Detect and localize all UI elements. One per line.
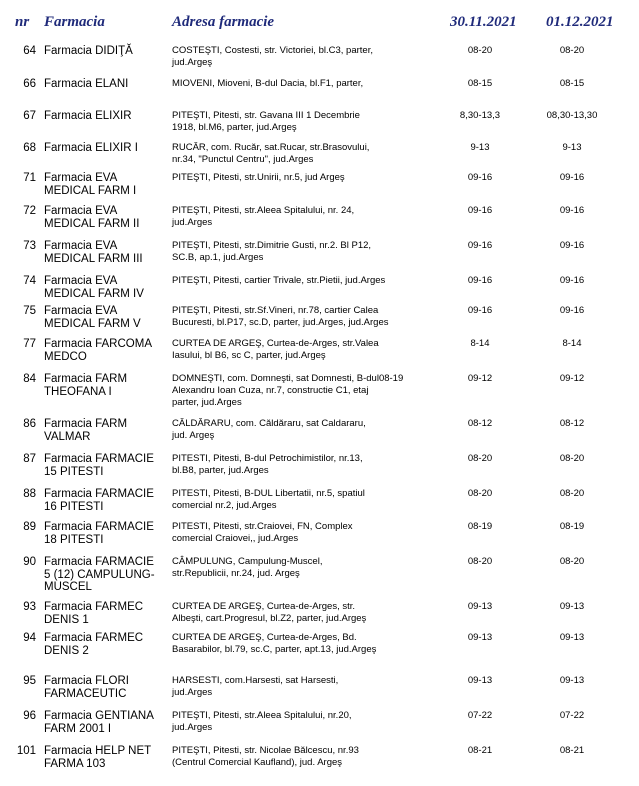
column-header-nr: nr: [15, 14, 30, 30]
schedule-date-2: 09-13: [559, 675, 585, 686]
pharmacy-address: PITESTI, Pitesti, B-dul Petrochimistilor, nr.13, bl.B8, parter, jud.Arges: [172, 453, 363, 476]
schedule-date-2: 09-13: [559, 601, 585, 612]
schedule-date-2: 09-16: [559, 275, 585, 286]
pharmacy-name: Farmacia FARMACIE 15 PITESTI: [44, 453, 154, 478]
pharmacy-name: Farmacia EVA MEDICAL FARM IV: [44, 275, 144, 300]
row-number: 96: [23, 710, 36, 722]
pharmacy-address: PITESTI, Pitesti, B-DUL Libertatii, nr.5, spatiul comercial nr.2, jud.Arges: [172, 488, 365, 511]
row-number: 67: [23, 110, 36, 122]
pharmacy-address: DOMNEŞTI, com. Domneşti, sat Domnesti, B-dul08-19 Alexandru Ioan Cuza, nr.7, constructie C1, etaj parter, jud.Arges: [172, 373, 404, 408]
schedule-date-2: 09-16: [559, 205, 585, 216]
pharmacy-address: PITEŞTI, Pitesti, str.Unirii, nr.5, jud Argeş: [172, 172, 345, 183]
schedule-date-2: 9-13: [562, 142, 582, 153]
pharmacy-name: Farmacia EVA MEDICAL FARM V: [44, 305, 141, 330]
schedule-date-1: 09-16: [467, 205, 493, 216]
pharmacy-address: CURTEA DE ARGEŞ, Curtea-de-Arges, str. Albeşti, cart.Progresul, bl.Z2, parter, jud.Argeş: [172, 601, 367, 624]
schedule-date-2: 08-20: [559, 45, 585, 56]
pharmacy-name: Farmacia HELP NET FARMA 103: [44, 745, 152, 770]
schedule-date-1: 09-13: [467, 675, 493, 686]
pharmacy-name: Farmacia FARM VALMAR: [44, 418, 128, 443]
schedule-date-1: 08-21: [467, 745, 493, 756]
row-number: 94: [23, 632, 36, 644]
pharmacy-address: PITEŞTI, Pitesti, str.Aleea Spitalului, nr.20, jud.Arges: [172, 710, 352, 733]
row-number: 74: [23, 275, 36, 287]
pharmacy-address: COSTEŞTI, Costesti, str. Victoriei, bl.C3, parter, jud.Argeş: [172, 45, 373, 68]
schedule-date-2: 07-22: [559, 710, 585, 721]
schedule-date-2: 09-12: [559, 373, 585, 384]
schedule-date-2: 08-21: [559, 745, 585, 756]
schedule-date-1: 08-20: [467, 453, 493, 464]
pharmacy-address: MIOVENI, Mioveni, B-dul Dacia, bl.F1, parter,: [172, 78, 364, 89]
pharmacy-address: PITEŞTI, Pitesti, cartier Trivale, str.Pietii, jud.Arges: [172, 275, 386, 286]
column-header-address: Adresa farmacie: [172, 14, 275, 30]
schedule-date-1: 8-14: [470, 338, 490, 349]
schedule-date-1: 09-13: [467, 632, 493, 643]
pharmacy-address: CURTEA DE ARGEŞ, Curtea-de-Arges, Bd. Basarabilor, bl.79, sc.C, parter, apt.13, jud.Argeş: [172, 632, 377, 655]
schedule-date-1: 08-15: [467, 78, 493, 89]
schedule-date-1: 9-13: [470, 142, 490, 153]
schedule-date-1: 09-16: [467, 305, 493, 316]
pharmacy-address: PITEŞTI, Pitesti, str.Sf.Vineri, nr.78, cartier Calea Bucuresti, bl.P17, sc.D, parter, jud.Arges, jud.Arges: [172, 305, 389, 328]
row-number: 89: [23, 521, 36, 533]
pharmacy-name: Farmacia FARMEC DENIS 2: [44, 632, 144, 657]
row-number: 90: [23, 556, 36, 568]
pharmacy-name: Farmacia ELIXIR I: [44, 142, 138, 154]
pharmacy-name: Farmacia EVA MEDICAL FARM I: [44, 172, 137, 197]
schedule-date-2: 09-13: [559, 632, 585, 643]
row-number: 86: [23, 418, 36, 430]
row-number: 101: [16, 745, 36, 757]
pharmacy-address: PITEŞTI, Pitesti, str. Gavana III 1 Decembrie 1918, bl.M6, parter, jud.Argeş: [172, 110, 360, 133]
schedule-date-2: 08-19: [559, 521, 585, 532]
pharmacy-name: Farmacia FARMACIE 18 PITESTI: [44, 521, 154, 546]
row-number: 95: [23, 675, 36, 687]
pharmacy-address: HARSESTI, com.Harsesti, sat Harsesti, jud.Arges: [172, 675, 339, 698]
schedule-date-1: 08-19: [467, 521, 493, 532]
pharmacy-address: CURTEA DE ARGEŞ, Curtea-de-Arges, str.Valea Iasului, bl B6, sc C, parter, jud.Argeş: [172, 338, 379, 361]
pharmacy-name: Farmacia FARMEC DENIS 1: [44, 601, 144, 626]
row-number: 64: [23, 45, 36, 57]
schedule-date-1: 09-13: [467, 601, 493, 612]
schedule-date-2: 09-16: [559, 305, 585, 316]
schedule-date-2: 8-14: [562, 338, 582, 349]
row-number: 73: [23, 240, 36, 252]
pharmacy-name: Farmacia ELANI: [44, 78, 129, 90]
schedule-date-2: 08-15: [559, 78, 585, 89]
schedule-date-2: 08,30-13,30: [546, 110, 598, 121]
schedule-date-1: 09-12: [467, 373, 493, 384]
schedule-date-1: 8,30-13,3: [459, 110, 501, 121]
row-number: 93: [23, 601, 36, 613]
schedule-date-1: 08-20: [467, 556, 493, 567]
row-number: 68: [23, 142, 36, 154]
pharmacy-name: Farmacia DIDIŢĂ: [44, 45, 133, 57]
pharmacy-address: PITEŞTI, Pitesti, str.Dimitrie Gusti, nr.2. Bl P12, SC.B, ap.1, jud.Arges: [172, 240, 372, 263]
row-number: 88: [23, 488, 36, 500]
pharmacy-name: Farmacia FARM THEOFANA I: [44, 373, 128, 398]
pharmacy-address: PITEŞTI, Pitesti, str. Nicolae Bălcescu, nr.93 (Centrul Comercial Kaufland), jud. Argeş: [172, 745, 359, 768]
row-number: 71: [23, 172, 36, 184]
schedule-date-2: 08-20: [559, 488, 585, 499]
column-header-date-2: 01.12.2021: [546, 14, 614, 30]
schedule-date-2: 09-16: [559, 172, 585, 183]
row-number: 75: [23, 305, 36, 317]
pharmacy-address: PITESTI, Pitesti, str.Craiovei, FN, Complex comercial Craiovei,, jud.Arges: [172, 521, 353, 544]
pharmacy-name: Farmacia FLORI FARMACEUTIC: [44, 675, 129, 700]
schedule-date-1: 09-16: [467, 240, 493, 251]
row-number: 77: [23, 338, 36, 350]
pharmacy-address: CĂLDĂRARU, com. Căldăraru, sat Caldararu, jud. Argeş: [172, 418, 366, 441]
pharmacy-name: Farmacia ELIXIR: [44, 110, 132, 122]
pharmacy-name: Farmacia GENTIANA FARM 2001 I: [44, 710, 154, 735]
schedule-date-1: 08-20: [467, 45, 493, 56]
pharmacy-address: RUCĂR, com. Rucăr, sat.Rucar, str.Brasovului, nr.34, "Punctul Centru", jud.Arges: [172, 142, 370, 165]
schedule-date-1: 08-12: [467, 418, 493, 429]
row-number: 72: [23, 205, 36, 217]
row-number: 66: [23, 78, 36, 90]
pharmacy-address: PITEŞTI, Pitesti, str.Aleea Spitalului, nr. 24, jud.Arges: [172, 205, 355, 228]
pharmacy-address: CÂMPULUNG, Campulung-Muscel, str.Republicii, nr.24, jud. Argeş: [172, 556, 323, 579]
pharmacy-name: Farmacia EVA MEDICAL FARM II: [44, 205, 140, 230]
schedule-date-1: 09-16: [467, 275, 493, 286]
schedule-date-2: 09-16: [559, 240, 585, 251]
pharmacy-name: Farmacia FARCOMA MEDCO: [44, 338, 152, 363]
row-number: 84: [23, 373, 36, 385]
schedule-date-2: 08-20: [559, 556, 585, 567]
schedule-date-1: 07-22: [467, 710, 493, 721]
schedule-date-1: 08-20: [467, 488, 493, 499]
pharmacy-name: Farmacia FARMACIE 5 (12) CAMPULUNG- MUSCEL: [44, 556, 155, 593]
pharmacy-name: Farmacia EVA MEDICAL FARM III: [44, 240, 143, 265]
column-header-pharmacy: Farmacia: [44, 14, 105, 30]
schedule-date-1: 09-16: [467, 172, 493, 183]
column-header-date-1: 30.11.2021: [450, 14, 517, 30]
schedule-date-2: 08-20: [559, 453, 585, 464]
schedule-date-2: 08-12: [559, 418, 585, 429]
row-number: 87: [23, 453, 36, 465]
pharmacy-name: Farmacia FARMACIE 16 PITESTI: [44, 488, 154, 513]
